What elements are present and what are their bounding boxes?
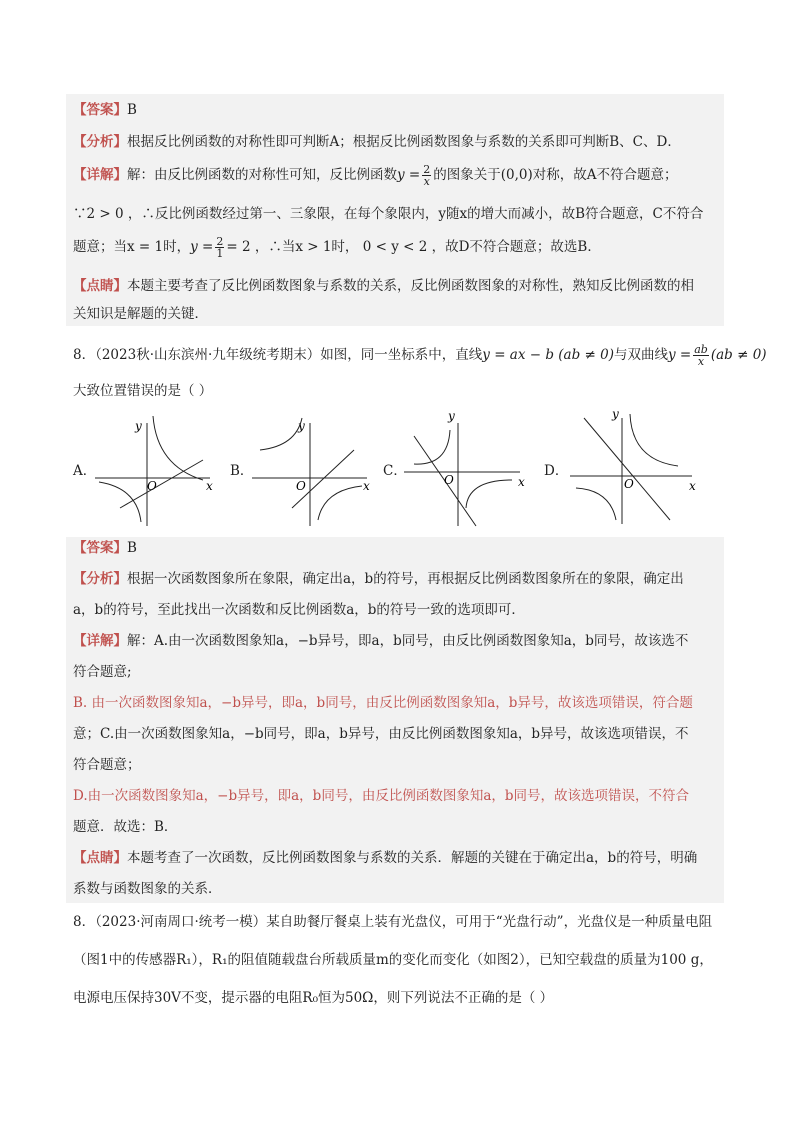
hyperbola-branch-q3 xyxy=(99,482,141,522)
option-b-label: B． xyxy=(230,463,254,479)
q8-analysis-line2: a，b的符号，至此找出一次函数和反比例函数a，b的符号一致的选项即可． xyxy=(73,602,525,618)
fraction: $\frac{2}{x}$ xyxy=(423,163,431,188)
q8-detail-line6: D.由一次函数图象知a，−b异号，即a，b同号，由反比例函数图象知a，b同号，故该选项错误，不符合 xyxy=(73,788,690,804)
q7-comment-line1: 【点睛】本题主要考查了反比例函数图象与系数的关系，反比例函数图象的对称性，熟知反比例函数的相 xyxy=(73,278,694,294)
fraction: $\frac{ab}{x}$ xyxy=(694,343,708,368)
graph-option-d xyxy=(566,404,701,528)
x-axis-label: x xyxy=(206,479,213,493)
q8-detail-line2: 符合题意; xyxy=(73,664,132,680)
x-axis-label: x xyxy=(518,475,525,489)
q8-answer: 【答案】B xyxy=(73,540,137,556)
q8-comment-line2: 系数与函数图象的关系． xyxy=(73,881,222,897)
q7-analysis: 【分析】根据反比例函数的对称性即可判断A；根据反比例函数图象与系数的关系即可判断B、C、D． xyxy=(73,134,681,150)
hyperbola-branch-q2 xyxy=(414,430,450,464)
q8-detail-line1: 【详解】解：A.由一次函数图象知a，−b异号，即a，b同号，由反比例函数图象知a，b同号，故该选不 xyxy=(73,633,689,649)
q7-comment-line2: 关知识是解题的关键． xyxy=(73,306,208,322)
q8b-stem-line3: 电源电压保持30V不变，提示器的电阻R₀恒为50Ω，则下列说法不正确的是（ ） xyxy=(73,990,554,1006)
graph-option-b xyxy=(252,408,377,528)
q8-detail-line7: 题意．故选：B． xyxy=(73,819,178,835)
q8-detail-line3: B. 由一次函数图象知a，−b异号，即a，b同号，由反比例函数图象知a，b异号，故该选项错误，符合题 xyxy=(73,695,693,711)
origin-label: O xyxy=(147,479,157,493)
hyperbola-branch-q3 xyxy=(576,488,616,520)
x-axis-label: x xyxy=(689,479,696,493)
q8b-stem-line1: 8．（2023·河南周口·统考一模）某自助餐厅餐桌上装有光盘仪，可用于“光盘行动”，光盘仪是一种质量电阻 xyxy=(73,914,713,930)
hyperbola-branch-q1 xyxy=(153,416,203,480)
q7-detail-line1: 【详解】解：由反比例函数的对称性可知，反比例函数y = $\frac{2}{x}$ 的图象关于(0,0)对称，故A不符合题意； xyxy=(73,163,678,188)
graph-option-c xyxy=(404,408,529,528)
q7-answer: 【答案】B xyxy=(73,102,137,118)
y-axis-label: y xyxy=(135,419,142,433)
option-d-label: D． xyxy=(544,463,569,479)
x-axis-label: x xyxy=(363,479,370,493)
linear-function-line xyxy=(584,418,670,520)
origin-label: O xyxy=(624,477,634,491)
hyperbola-branch-q4 xyxy=(466,480,512,508)
q8-analysis-line1: 【分析】根据一次函数图象所在象限，确定出a，b的符号，再根据反比例函数图象所在的象限，确定出 xyxy=(73,571,684,587)
origin-label: O xyxy=(296,479,306,493)
q8-detail-line5: 符合题意； xyxy=(73,757,141,773)
y-axis-label: y xyxy=(448,409,455,423)
q8-comment-line1: 【点睛】本题考查了一次函数，反比例函数图象与系数的关系．解题的关键在于确定出a，b的符号，明确 xyxy=(73,850,698,866)
q8b-stem-line2: （图1中的传感器R₁），R₁的阻值随载盘台所载质量m的变化而变化（如图2），已知空载盘的质量为100 g， xyxy=(73,952,713,968)
q7-detail-line2: ∵2 > 0 ，∴反比例函数经过第一、三象限，在每个象限内，y随x的增大而减小，故B符合题意，C不符合 xyxy=(73,206,704,222)
q8-stem-line2: 大致位置错误的是（ ） xyxy=(73,383,213,399)
fraction: $\frac{2}{1}$ xyxy=(216,235,224,260)
q8-detail-line4: 意；C.由一次函数图象知a，−b同号，即a，b异号，由反比例函数图象知a，b异号，故该选项错误，不 xyxy=(73,726,689,742)
y-axis-label: y xyxy=(612,407,619,421)
q8-stem-line1: 8．（2023秋·山东滨州·九年级统考期末）如图，同一坐标系中，直线y = ax − b (ab ≠ 0)与双曲线y = $\frac{ab}{x}$ (ab ≠ 0) xyxy=(73,343,767,368)
linear-function-line xyxy=(120,460,203,508)
option-c-label: C． xyxy=(383,463,407,479)
origin-label: O xyxy=(444,473,454,487)
graph-option-a xyxy=(95,408,220,528)
option-a-label: A． xyxy=(73,463,97,479)
hyperbola-branch-q2 xyxy=(260,418,302,450)
hyperbola-branch-q4 xyxy=(318,486,362,520)
y-axis-label: y xyxy=(298,419,305,433)
hyperbola-branch-q1 xyxy=(630,414,678,466)
q7-detail-line3: 题意；当x = 1时，y = $\frac{2}{1}$ = 2 ，∴当x > 1时， 0 < y < 2 ，故D不符合题意；故选B． xyxy=(73,235,601,260)
